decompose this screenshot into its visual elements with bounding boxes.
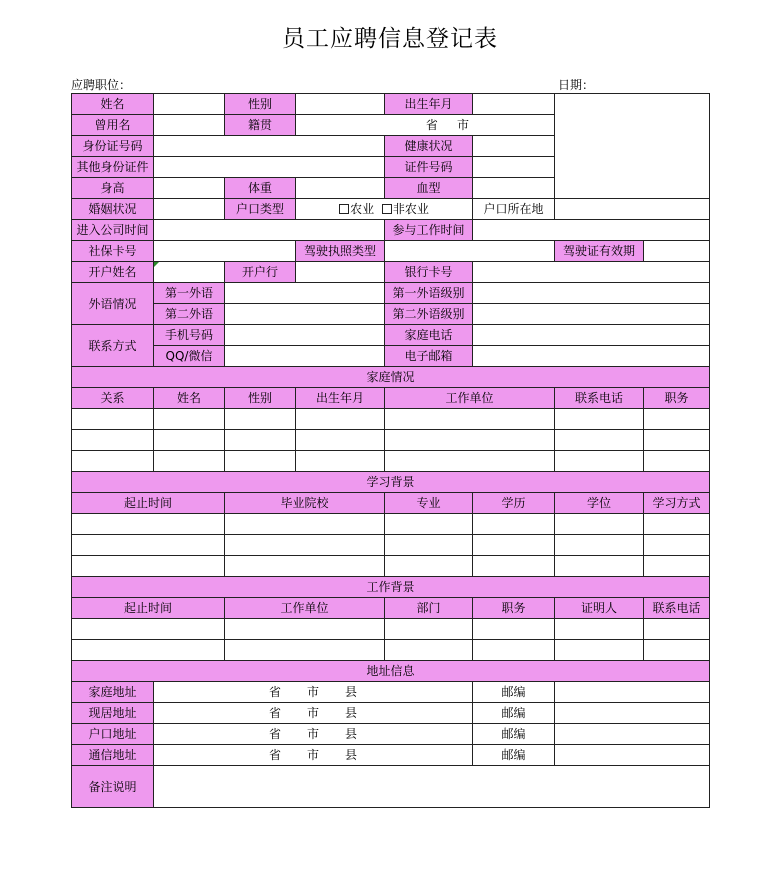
family-col-header: 联系电话	[555, 388, 644, 409]
addr-city: 市	[307, 685, 320, 699]
family-cell[interactable]	[296, 451, 385, 472]
field-social-card[interactable]	[154, 241, 296, 262]
addr-province: 省	[269, 748, 282, 762]
work-col-header: 职务	[473, 598, 555, 619]
addr-county: 县	[345, 706, 358, 720]
family-cell[interactable]	[154, 409, 225, 430]
label-marital: 婚姻状况	[72, 199, 154, 220]
field-account-name[interactable]	[154, 262, 225, 283]
agri-checkbox[interactable]	[339, 204, 349, 214]
date-label: 日期：	[558, 78, 595, 92]
field-former-name[interactable]	[154, 115, 225, 136]
table-row	[72, 535, 710, 556]
education-cell[interactable]	[555, 535, 644, 556]
field-hukou-type[interactable]	[296, 199, 473, 220]
label-work-start: 参与工作时间	[385, 220, 473, 241]
field-native-place[interactable]	[296, 115, 555, 136]
field-mail-address[interactable]	[154, 745, 473, 766]
education-cell[interactable]	[72, 514, 225, 535]
label-home-address: 家庭地址	[72, 682, 154, 703]
family-cell[interactable]	[72, 409, 154, 430]
education-cell[interactable]	[555, 514, 644, 535]
native-province: 省	[425, 118, 438, 132]
table-row	[72, 451, 710, 472]
field-current-postcode[interactable]	[555, 703, 710, 724]
field-license-type[interactable]	[385, 241, 555, 262]
agri-label: 农业	[350, 202, 375, 216]
work-cell[interactable]	[473, 619, 555, 640]
field-weight[interactable]	[296, 178, 385, 199]
education-cell[interactable]	[385, 514, 473, 535]
field-work-start[interactable]	[473, 220, 710, 241]
addr-city: 市	[307, 748, 320, 762]
work-cell[interactable]	[385, 619, 473, 640]
family-cell[interactable]	[644, 409, 710, 430]
non-agri-label: 非农业	[392, 202, 429, 216]
addr-province: 省	[269, 706, 282, 720]
education-cell[interactable]	[225, 514, 385, 535]
work-cell[interactable]	[644, 640, 710, 661]
field-bank[interactable]	[296, 262, 385, 283]
label-height: 身高	[72, 178, 154, 199]
label-foreign-lang: 外语情况	[72, 283, 154, 325]
family-section-title: 家庭情况	[72, 367, 710, 388]
addr-province: 省	[269, 685, 282, 699]
label-license-type: 驾驶执照类型	[296, 241, 385, 262]
education-col-header: 学历	[473, 493, 555, 514]
family-cell[interactable]	[225, 451, 296, 472]
education-cell[interactable]	[644, 514, 710, 535]
work-col-header: 工作单位	[225, 598, 385, 619]
family-col-header: 出生年月	[296, 388, 385, 409]
addr-county: 县	[345, 685, 358, 699]
family-cell[interactable]	[225, 430, 296, 451]
label-name: 姓名	[72, 94, 154, 115]
field-hukou-postcode[interactable]	[555, 724, 710, 745]
field-mail-postcode[interactable]	[555, 745, 710, 766]
work-cell[interactable]	[555, 640, 644, 661]
education-cell[interactable]	[225, 556, 385, 577]
label-qq: QQ/微信	[154, 346, 225, 367]
label-native-place: 籍贯	[225, 115, 296, 136]
label-weight: 体重	[225, 178, 296, 199]
label-bank-card: 银行卡号	[385, 262, 473, 283]
field-birth[interactable]	[473, 94, 555, 115]
work-cell[interactable]	[225, 640, 385, 661]
field-lang2[interactable]	[225, 304, 385, 325]
family-cell[interactable]	[644, 451, 710, 472]
field-join-time[interactable]	[154, 220, 385, 241]
field-height[interactable]	[154, 178, 225, 199]
position-label: 应聘职位：	[71, 78, 132, 92]
field-cert-no[interactable]	[473, 157, 555, 178]
family-col-header: 关系	[72, 388, 154, 409]
addr-city: 市	[307, 727, 320, 741]
label-join-time: 进入公司时间	[72, 220, 154, 241]
education-cell[interactable]	[72, 535, 225, 556]
photo-area[interactable]	[555, 94, 710, 199]
label-hukou-loc: 户口所在地	[473, 199, 555, 220]
family-col-header: 工作单位	[385, 388, 555, 409]
label-current-address: 现居地址	[72, 703, 154, 724]
work-cell[interactable]	[555, 619, 644, 640]
label-social-card: 社保卡号	[72, 241, 154, 262]
work-section-title: 工作背景	[72, 577, 710, 598]
family-cell[interactable]	[72, 430, 154, 451]
label-email: 电子邮箱	[385, 346, 473, 367]
field-qq[interactable]	[225, 346, 385, 367]
label-lang2-level: 第二外语级别	[385, 304, 473, 325]
field-bank-card[interactable]	[473, 262, 710, 283]
field-license-valid[interactable]	[644, 241, 710, 262]
education-cell[interactable]	[225, 535, 385, 556]
label-postcode: 邮编	[473, 724, 555, 745]
family-col-header: 职务	[644, 388, 710, 409]
table-row	[72, 640, 710, 661]
address-section-title: 地址信息	[72, 661, 710, 682]
work-cell[interactable]	[385, 640, 473, 661]
label-birth: 出生年月	[385, 94, 473, 115]
education-col-header: 学习方式	[644, 493, 710, 514]
education-col-header: 专业	[385, 493, 473, 514]
label-mobile: 手机号码	[154, 325, 225, 346]
education-cell[interactable]	[72, 556, 225, 577]
table-row	[72, 514, 710, 535]
field-name[interactable]	[154, 94, 225, 115]
family-cell[interactable]	[296, 409, 385, 430]
work-col-header: 联系电话	[644, 598, 710, 619]
education-cell[interactable]	[473, 535, 555, 556]
family-cell[interactable]	[72, 451, 154, 472]
label-gender: 性别	[225, 94, 296, 115]
native-city: 市	[456, 118, 469, 132]
label-hukou-address: 户口地址	[72, 724, 154, 745]
non-agri-checkbox[interactable]	[382, 204, 392, 214]
label-lang1: 第一外语	[154, 283, 225, 304]
education-col-header: 毕业院校	[225, 493, 385, 514]
label-health: 健康状况	[385, 136, 473, 157]
label-lang2: 第二外语	[154, 304, 225, 325]
field-current-address[interactable]	[154, 703, 473, 724]
table-row	[72, 430, 710, 451]
family-cell[interactable]	[296, 430, 385, 451]
work-cell[interactable]	[644, 619, 710, 640]
family-cell[interactable]	[154, 430, 225, 451]
work-col-header: 证明人	[555, 598, 644, 619]
label-bank: 开户行	[225, 262, 296, 283]
education-cell[interactable]	[385, 535, 473, 556]
field-email[interactable]	[473, 346, 710, 367]
label-postcode: 邮编	[473, 745, 555, 766]
addr-county: 县	[345, 727, 358, 741]
addr-county: 县	[345, 748, 358, 762]
label-former-name: 曾用名	[72, 115, 154, 136]
label-license-valid: 驾驶证有效期	[555, 241, 644, 262]
work-col-header: 起止时间	[72, 598, 225, 619]
work-cell[interactable]	[473, 640, 555, 661]
family-cell[interactable]	[225, 409, 296, 430]
field-lang1-level[interactable]	[473, 283, 710, 304]
field-id-card[interactable]	[154, 136, 385, 157]
addr-province: 省	[269, 727, 282, 741]
field-other-id[interactable]	[154, 157, 385, 178]
family-cell[interactable]	[644, 430, 710, 451]
field-remarks[interactable]	[154, 766, 710, 808]
education-cell[interactable]	[644, 556, 710, 577]
field-home-phone[interactable]	[473, 325, 710, 346]
education-cell[interactable]	[555, 556, 644, 577]
table-row	[72, 409, 710, 430]
work-cell[interactable]	[72, 640, 225, 661]
family-cell[interactable]	[385, 430, 555, 451]
label-contact: 联系方式	[72, 325, 154, 367]
label-lang1-level: 第一外语级别	[385, 283, 473, 304]
family-cell[interactable]	[555, 430, 644, 451]
field-marital[interactable]	[154, 199, 225, 220]
education-cell[interactable]	[473, 514, 555, 535]
family-cell[interactable]	[385, 409, 555, 430]
family-col-header: 性别	[225, 388, 296, 409]
field-home-postcode[interactable]	[555, 682, 710, 703]
field-health[interactable]	[473, 136, 555, 157]
addr-city: 市	[307, 706, 320, 720]
field-home-address[interactable]	[154, 682, 473, 703]
education-section-title: 学习背景	[72, 472, 710, 493]
label-other-id: 其他身份证件	[72, 157, 154, 178]
form-title: 员工应聘信息登记表	[282, 26, 498, 52]
label-remarks: 备注说明	[72, 766, 154, 808]
field-blood[interactable]	[473, 178, 555, 199]
field-hukou-address[interactable]	[154, 724, 473, 745]
family-cell[interactable]	[555, 451, 644, 472]
label-home-phone: 家庭电话	[385, 325, 473, 346]
field-hukou-loc[interactable]	[555, 199, 710, 220]
field-lang1[interactable]	[225, 283, 385, 304]
table-row	[72, 619, 710, 640]
field-gender[interactable]	[296, 94, 385, 115]
registration-form	[71, 93, 710, 808]
label-postcode: 邮编	[473, 682, 555, 703]
label-blood: 血型	[385, 178, 473, 199]
family-cell[interactable]	[555, 409, 644, 430]
label-account-name: 开户姓名	[72, 262, 154, 283]
label-id-card: 身份证号码	[72, 136, 154, 157]
field-mobile[interactable]	[225, 325, 385, 346]
education-col-header: 起止时间	[72, 493, 225, 514]
education-cell[interactable]	[385, 556, 473, 577]
label-mail-address: 通信地址	[72, 745, 154, 766]
education-col-header: 学位	[555, 493, 644, 514]
family-col-header: 姓名	[154, 388, 225, 409]
label-hukou-type: 户口类型	[225, 199, 296, 220]
work-cell[interactable]	[72, 619, 225, 640]
education-cell[interactable]	[644, 535, 710, 556]
field-lang2-level[interactable]	[473, 304, 710, 325]
label-postcode: 邮编	[473, 703, 555, 724]
family-cell[interactable]	[154, 451, 225, 472]
work-col-header: 部门	[385, 598, 473, 619]
label-cert-no: 证件号码	[385, 157, 473, 178]
family-cell[interactable]	[385, 451, 555, 472]
table-row	[72, 556, 710, 577]
education-cell[interactable]	[473, 556, 555, 577]
work-cell[interactable]	[225, 619, 385, 640]
